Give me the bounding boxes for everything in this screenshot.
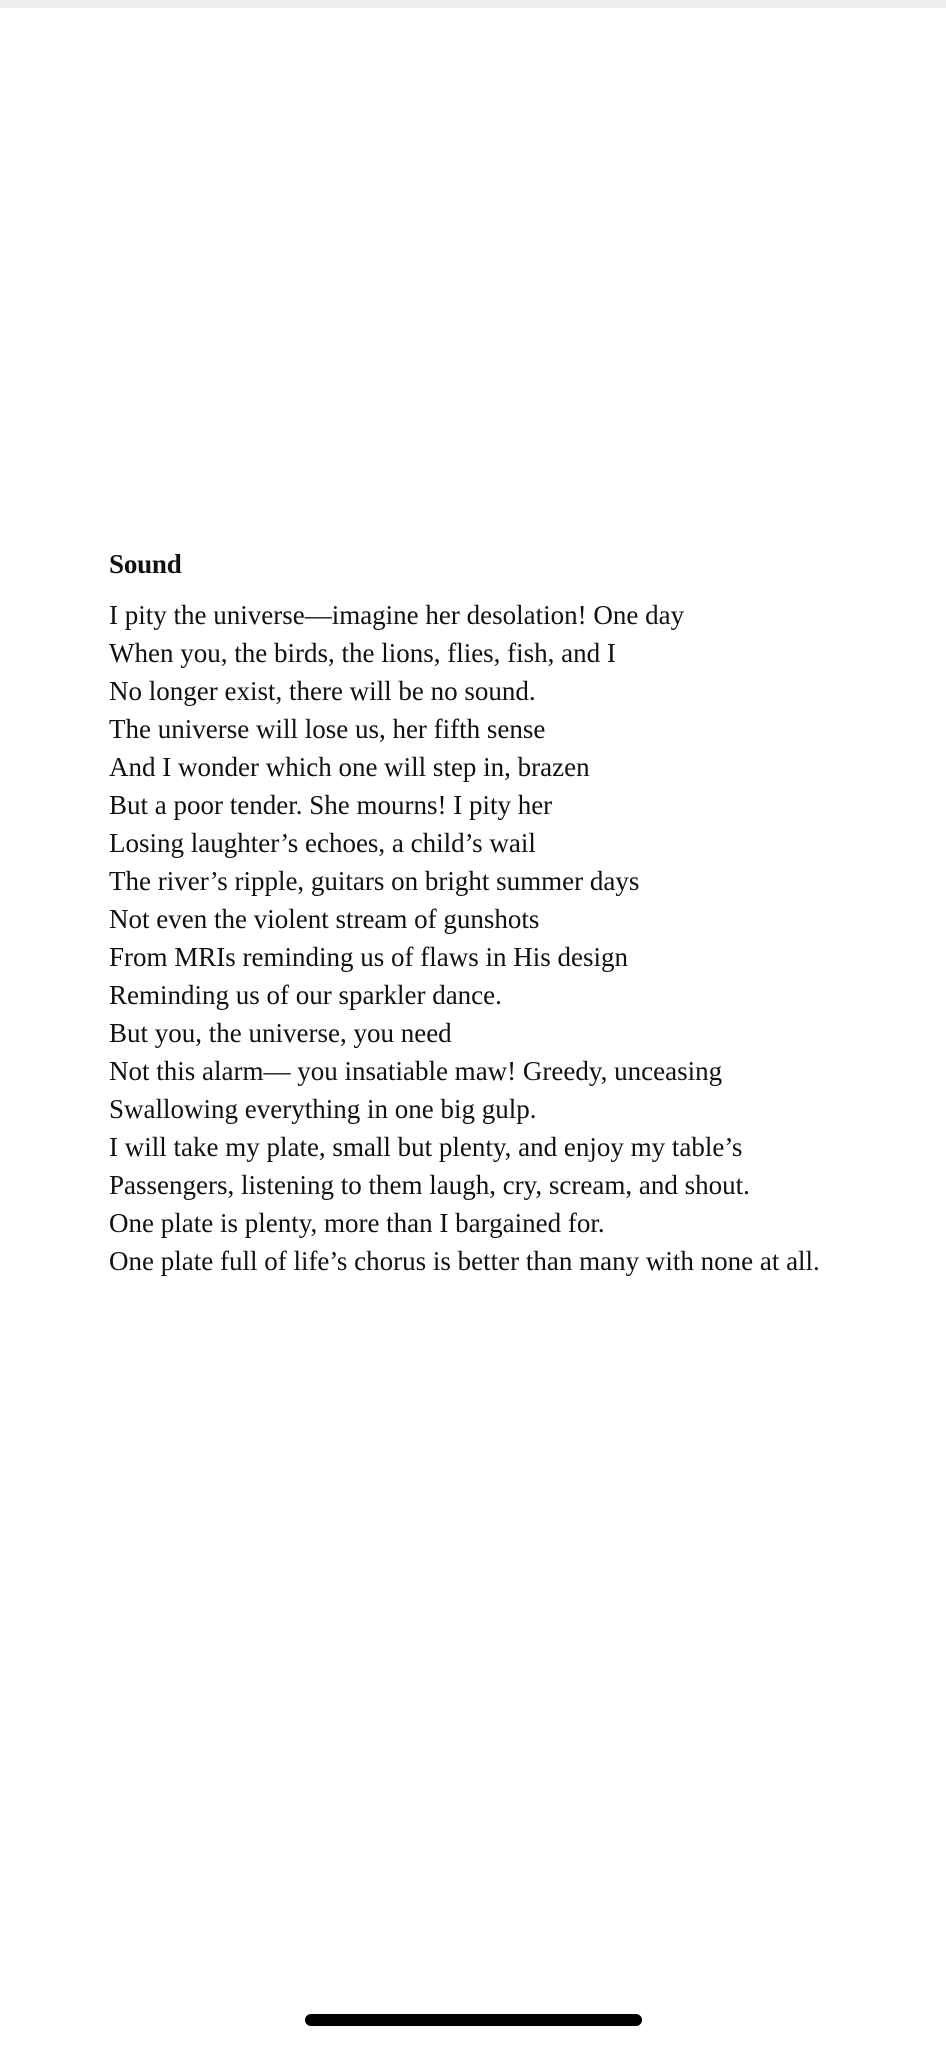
- poem-line: I pity the universe—imagine her desolation! One day: [109, 600, 685, 630]
- poem-line: One plate full of life’s chorus is better than many with none at all.: [109, 1246, 820, 1276]
- poem-line: One plate is plenty, more than I bargained for.: [109, 1208, 605, 1238]
- poem-lines: [109, 596, 929, 1280]
- poem-line: I will take my plate, small but plenty, and enjoy my table’s: [109, 1132, 743, 1162]
- top-status-strip: [0, 0, 946, 8]
- poem-line: Passengers, listening to them laugh, cry, scream, and shout.: [109, 1170, 750, 1200]
- poem-line: Reminding us of our sparkler dance.: [109, 980, 502, 1010]
- poem-line: And I wonder which one will step in, brazen: [109, 752, 590, 782]
- poem-line: Not even the violent stream of gunshots: [109, 904, 540, 934]
- poem-line: Losing laughter’s echoes, a child’s wail: [109, 828, 536, 858]
- poem: [109, 542, 929, 1280]
- poem-line: But you, the universe, you need: [109, 1018, 452, 1048]
- poem-title: Sound: [109, 549, 182, 579]
- poem-line: The universe will lose us, her fifth sense: [109, 714, 546, 744]
- poem-line: From MRIs reminding us of flaws in His design: [109, 942, 628, 972]
- poem-line: Not this alarm— you insatiable maw! Greedy, unceasing: [109, 1056, 723, 1086]
- poem-line: But a poor tender. She mourns! I pity her: [109, 790, 553, 820]
- poem-line: No longer exist, there will be no sound.: [109, 676, 536, 706]
- poem-line: The river’s ripple, guitars on bright summer days: [109, 866, 640, 896]
- poem-line: When you, the birds, the lions, flies, fish, and I: [109, 638, 616, 668]
- poem-line: Swallowing everything in one big gulp.: [109, 1094, 537, 1124]
- home-indicator[interactable]: [305, 2014, 642, 2026]
